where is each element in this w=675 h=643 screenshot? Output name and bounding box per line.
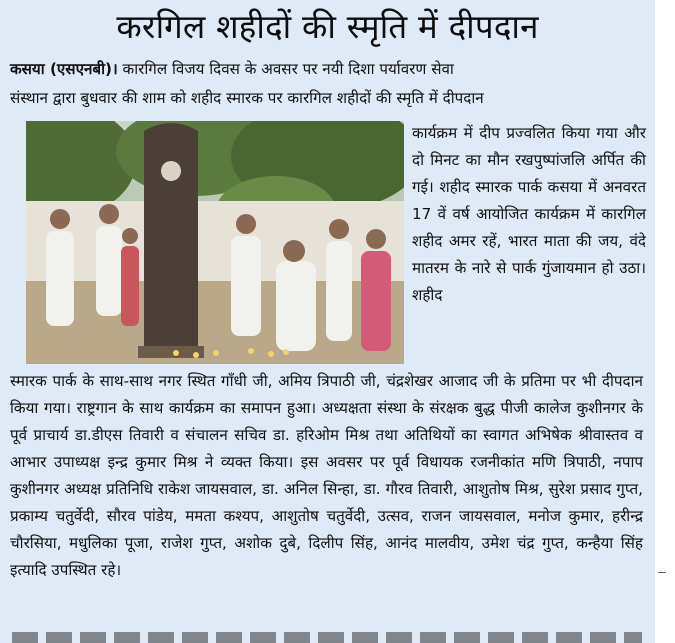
lead-line-1: [10, 56, 643, 83]
memorial-gathering-photo-icon: [26, 121, 404, 364]
dateline: कसया (एसएनबी)।: [10, 60, 118, 78]
article-body: स्मारक पार्क के साथ-साथ नगर स्थित गाँधी जी, अमिय त्रिपाठी जी, चंद्रशेखर आजाद जी के प्रतिमा पर भी दीपदान किया गया। राष्ट्रगान के साथ कार्यक्रम का समापन हुआ। अध्यक्षता संस्था के संरक्षक बुद्ध पीजी कालेज कुशीनगर के पूर्व प्राचार्य डा.डीएस तिवारी व संचालन सचिव डा. हरिओम मिश्र तथा अतिथियों का स्वागत अभिषेक श्रीवास्तव व आभार उपाध्यक्ष इन्द्र कुमार मिश्र ने व्यक्त किया। इस अवसर पर पूर्व विधायक रजनीकांत मणि त्रिपाठी, नपाप कुशीनगर अध्यक्ष प्रतिनिधि राकेश जायसवाल, डा. अनिल सिन्हा, डा. गौरव तिवारी, आशुतोष मिश्र, सुरेश प्रसाद गुप्त, प्रकाम्य चतुर्वेदी, सौरव पांडेय, ममता कश्यप, आशुतोष चतुर्वेदी, उत्सव, राजन जायसवाल, मनोज कुमार, हरीन्द्र चौरसिया, मधुलिका पूजा, राजेश गुप्त, अशोक दुबे, दिलीप सिंह, आनंद मालवीय, उमेश चंद्र गुप्त, कन्हैया सिंह इत्यादि उपस्थित रहे।: [10, 372, 643, 579]
wrap-column-text: कार्यक्रम में दीप प्रज्वलित किया गया और दो मिनट का मौन रखपुष्पांजलि अर्पित की गई। शहीद स्मारक पार्क कसया में अनवरत 17 वें वर्ष आयोजित कार्यक्रम में कारगिल शहीद अमर रहें, भारत माता की जय, वंदे मातरम के नारे से पार्क गुंजायमान हो उठा। शहीद: [412, 124, 646, 304]
lead-line-1-text: कारगिल विजय दिवस के अवसर पर नयी दिशा पर्यावरण सेवा: [117, 60, 454, 78]
next-article-cut-edge: [12, 632, 642, 643]
margin-dash: [658, 572, 666, 573]
news-photo: [26, 121, 404, 364]
lead-line-2: संस्थान द्वारा बुधवार की शाम को शहीद स्मारक पर कारगिल शहीदों की स्मृति में दीपदान: [10, 89, 484, 107]
headline: करगिल शहीदों की स्मृति में दीपदान: [116, 7, 539, 46]
